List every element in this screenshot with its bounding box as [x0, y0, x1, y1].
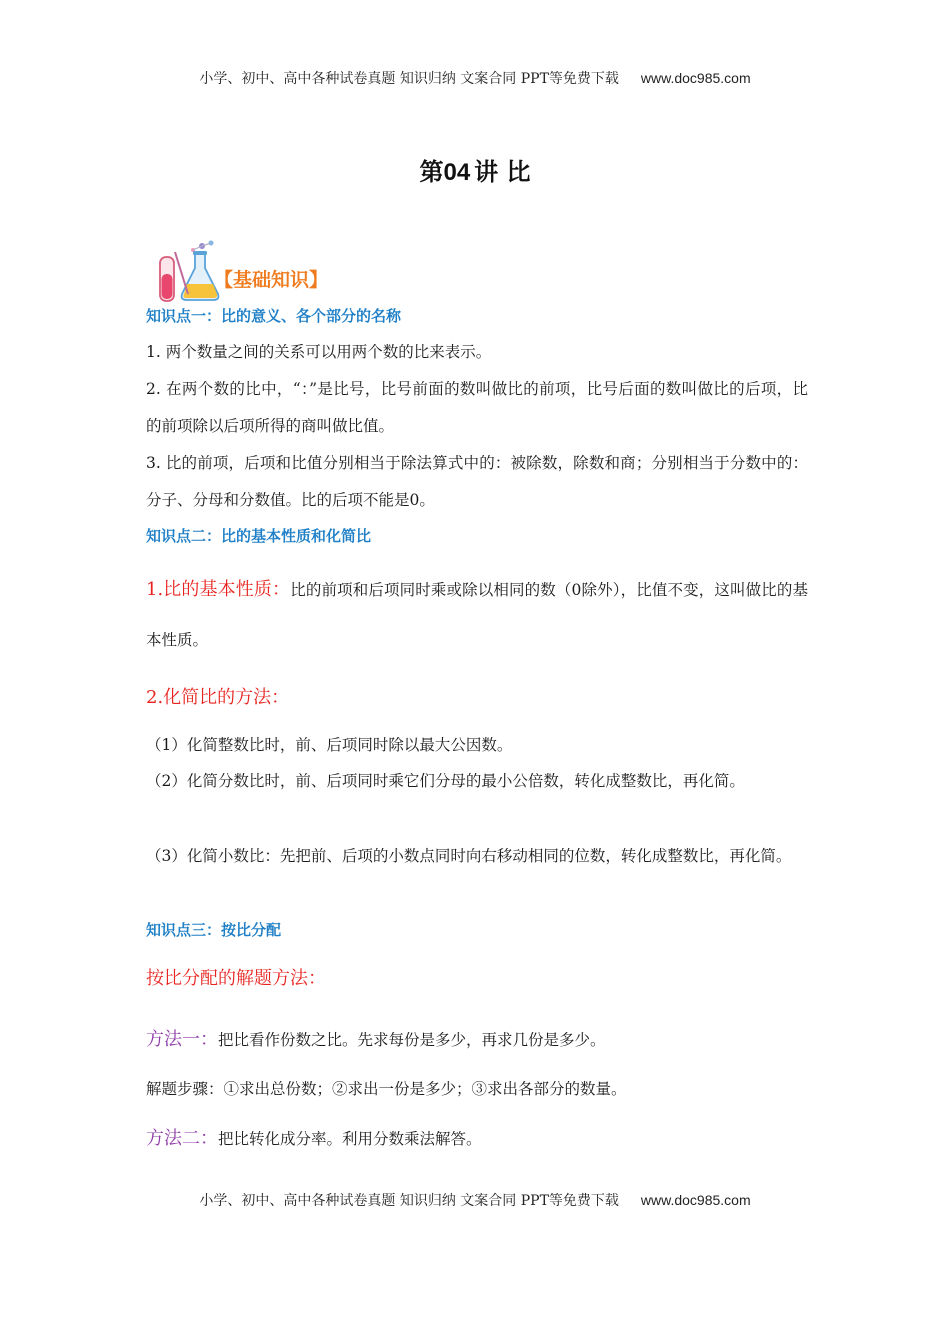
header-text: 小学、初中、高中各种试卷真题 知识归纳 文案合同 PPT等免费下载	[199, 71, 619, 87]
footer-url[interactable]: www.doc985.com	[640, 1192, 751, 1208]
title-number: 04	[443, 159, 471, 186]
title-suffix: 讲 比	[474, 158, 531, 186]
page-header	[0, 68, 950, 88]
kp2-property	[146, 565, 808, 665]
section-label: 【基础知识】	[214, 269, 329, 291]
kp3-steps: 解题步骤：①求出总份数；②求出一份是多少；③求出各部分的数量。	[146, 1080, 627, 1098]
page-footer	[0, 1190, 950, 1210]
kp3-method-2	[146, 1120, 808, 1158]
kp2-method-2: （2）化简分数比时，前、后项同时乘它们分母的最小公倍数，转化成整数比，再化简。	[146, 772, 745, 790]
kp2-property-label: 1.比的基本性质：	[146, 579, 291, 600]
kp1-item-3: 3. 比的前项，后项和比值分别相当于除法算式中的：被除数，除数和商；分别相当于分数中的：分子、分母和分数值。比的后项不能是0。	[146, 454, 808, 509]
kp3-heading: 知识点三：按比分配	[146, 921, 282, 939]
kp1-item-1: 1. 两个数量之间的关系可以用两个数的比来表示。	[146, 343, 492, 361]
kp3-method-1-label: 方法一：	[146, 1029, 218, 1050]
kp2-heading: 知识点二：比的基本性质和化简比	[146, 527, 372, 545]
kp3-solve-label: 按比分配的解题方法：	[146, 968, 326, 989]
kp3-method-1	[146, 1021, 808, 1059]
kp3-method-2-label: 方法二：	[146, 1128, 218, 1149]
kp2-property-text: 比的前项和后项同时乘或除以相同的数（0除外），比值不变，这叫做比的基本性质。	[146, 581, 808, 649]
kp3-method-2-text: 把比转化成分率。利用分数乘法解答。	[218, 1130, 482, 1148]
kp2-method-label: 2.化简比的方法：	[146, 687, 290, 708]
kp2-method-1: （1）化简整数比时，前、后项同时除以最大公因数。	[146, 736, 513, 754]
chemistry-flask-icon	[158, 240, 220, 302]
kp3-method-1-text: 把比看作份数之比。先求每份是多少，再求几份是多少。	[218, 1031, 606, 1049]
kp1-item-2: 2. 在两个数的比中，“：”是比号，比号前面的数叫做比的前项，比号后面的数叫做比的后项，比的前项除以后项所得的商叫做比值。	[146, 380, 808, 435]
kp2-method-3: （3）化简小数比：先把前、后项的小数点同时向右移动相同的位数，转化成整数比，再化简。	[146, 847, 792, 865]
title-prefix: 第	[419, 158, 444, 186]
page-title	[0, 152, 950, 187]
header-url[interactable]: www.doc985.com	[640, 70, 751, 86]
footer-text: 小学、初中、高中各种试卷真题 知识归纳 文案合同 PPT等免费下载	[199, 1193, 619, 1209]
kp1-heading: 知识点一：比的意义、各个部分的名称	[146, 307, 402, 325]
